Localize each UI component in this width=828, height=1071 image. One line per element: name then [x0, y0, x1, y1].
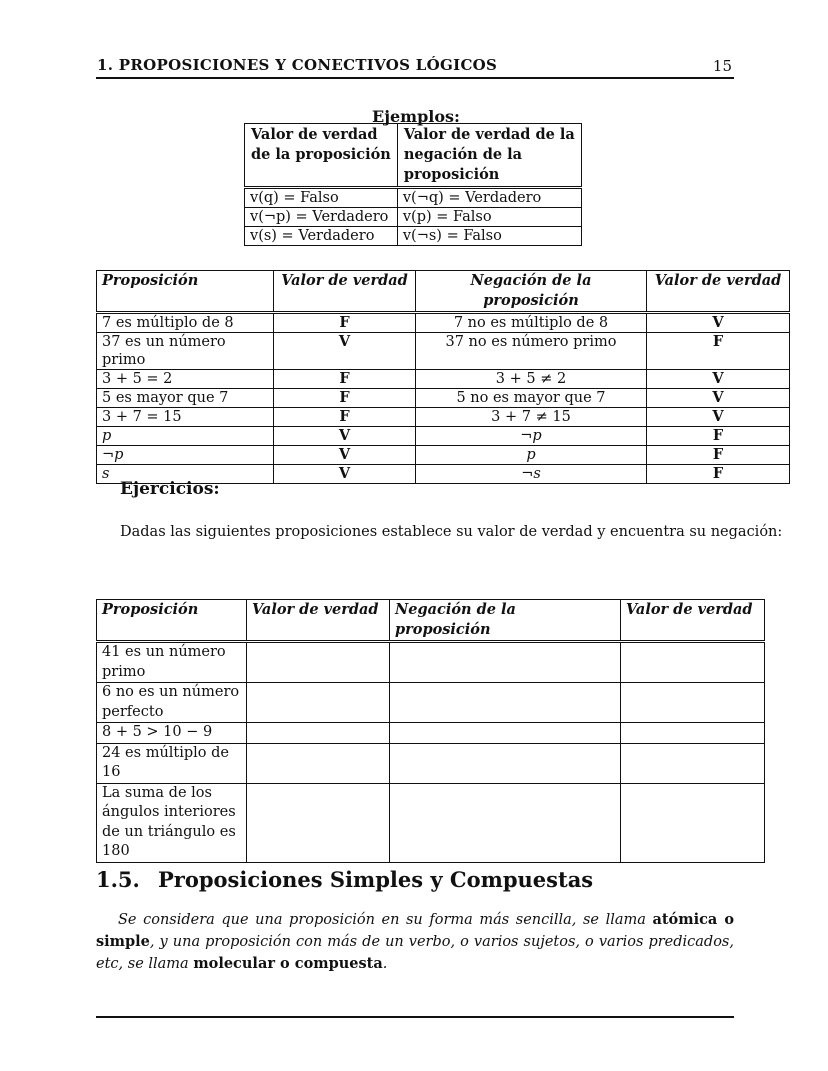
table-row: 7 es múltiplo de 8 F 7 no es múltiplo de 8 V: [97, 313, 790, 333]
table-row: v(q) = Falso v(¬q) = Verdadero: [245, 188, 582, 208]
table-row: 5 es mayor que 7 F 5 no es mayor que 7 V: [97, 389, 790, 408]
header-rule: [96, 77, 734, 79]
truth-values-table: [96, 270, 790, 484]
table-row: 24 es múltiplo de 16: [97, 743, 765, 783]
examples-title: Ejemplos:: [372, 107, 460, 126]
exercises-title: Ejercicios:: [120, 479, 220, 499]
examples-col1-header: Valor de verdad de la proposición: [245, 124, 398, 188]
emphasis-term: molecular o compuesta: [193, 955, 383, 972]
emphasis-term: atómica o simple: [96, 911, 734, 950]
table-row: La suma de los ángulos interiores de un triángulo es 180: [97, 783, 765, 862]
table-row: p V ¬p F: [97, 427, 790, 446]
table-row: 3 + 5 = 2 F 3 + 5 ≠ 2 V: [97, 370, 790, 389]
table-row: 41 es un número primo: [97, 642, 765, 683]
column-header: Negación de la proposición: [390, 600, 621, 642]
exercises-intro: Dadas las siguientes proposiciones establece su valor de verdad y encuentra su negación:: [120, 524, 783, 540]
section-number: 1.5.: [96, 867, 140, 892]
table-row: ¬p V p F: [97, 446, 790, 465]
column-header: Valor de verdad: [274, 271, 416, 313]
table-row: v(¬p) = Verdadero v(p) = Falso: [245, 208, 582, 227]
column-header: Valor de verdad: [247, 600, 390, 642]
column-header: Negación de la proposición: [416, 271, 647, 313]
footer-rule: [96, 1016, 734, 1018]
examples-table: [244, 123, 582, 246]
table-row: 8 + 5 > 10 − 9: [97, 723, 765, 744]
column-header: Proposición: [97, 271, 274, 313]
table-row: v(s) = Verdadero v(¬s) = Falso: [245, 227, 582, 246]
table-row: 6 no es un número perfecto: [97, 683, 765, 723]
table-row: 3 + 7 = 15 F 3 + 7 ≠ 15 V: [97, 408, 790, 427]
column-header: Valor de verdad: [621, 600, 765, 642]
table-row: 37 es un número primo V 37 no es número primo F: [97, 333, 790, 370]
section-title: Proposiciones Simples y Compuestas: [158, 867, 594, 892]
running-header-section: 1. PROPOSICIONES Y CONECTIVOS LÓGICOS: [97, 56, 498, 74]
page-number: 15: [712, 57, 732, 75]
section-heading: [96, 867, 593, 892]
table-row: s V ¬s F: [97, 465, 790, 484]
column-header: Proposición: [97, 600, 247, 642]
examples-col2-header: Valor de verdad de la negación de la proposición: [397, 124, 581, 188]
exercises-table: [96, 599, 765, 863]
section-paragraph: Se considera que una proposición en su forma más sencilla, se llama atómica o simple, y una proposición con más de un verbo, o varios sujetos, o varios predicados, etc, se llama molecular o compuesta.: [96, 911, 734, 972]
column-header: Valor de verdad: [647, 271, 790, 313]
